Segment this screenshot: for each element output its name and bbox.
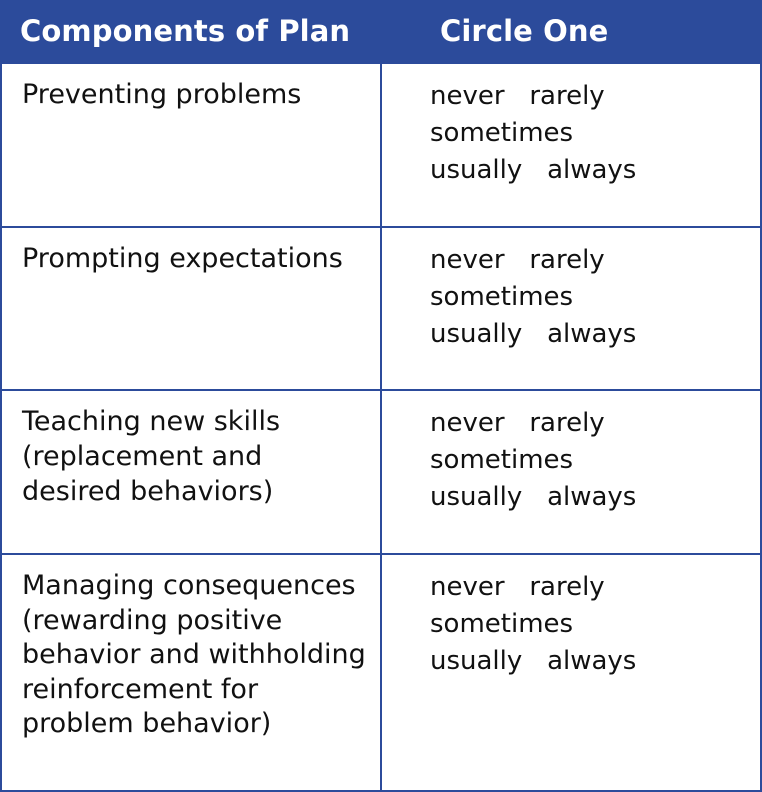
header-components-of-plan: Components of Plan bbox=[1, 1, 381, 63]
rating-option-line[interactable]: usually always bbox=[430, 318, 637, 349]
rating-option-line[interactable]: usually always bbox=[430, 154, 637, 185]
rating-scale-cell[interactable] bbox=[381, 390, 761, 554]
component-line: Prompting expectations bbox=[22, 242, 343, 274]
header-row bbox=[1, 1, 761, 63]
component-line: behavior and withholding bbox=[22, 639, 366, 671]
component-cell bbox=[1, 554, 381, 791]
rating-option-line[interactable]: usually always bbox=[430, 645, 637, 676]
rating-option-line[interactable]: never rarely bbox=[430, 244, 605, 275]
component-line: desired behaviors) bbox=[22, 475, 274, 507]
component-line: (replacement and bbox=[22, 440, 263, 472]
component-line: problem behavior) bbox=[22, 708, 272, 740]
table-body bbox=[1, 63, 761, 791]
component-cell bbox=[1, 390, 381, 554]
table-row bbox=[1, 390, 761, 554]
rating-option-line[interactable]: never rarely bbox=[430, 572, 605, 603]
rating-option-line[interactable]: usually always bbox=[430, 482, 637, 513]
table-row bbox=[1, 227, 761, 391]
component-line: reinforcement for bbox=[22, 673, 259, 705]
rating-option-line[interactable]: sometimes bbox=[430, 281, 574, 312]
rating-scale-cell[interactable] bbox=[381, 63, 761, 227]
rating-option-line[interactable]: never rarely bbox=[430, 81, 605, 111]
component-line: (rewarding positive bbox=[22, 604, 283, 636]
rating-scale-cell[interactable] bbox=[381, 554, 761, 791]
table-row bbox=[1, 554, 761, 791]
component-cell bbox=[1, 63, 381, 227]
component-line: Teaching new skills bbox=[22, 406, 281, 438]
table-row bbox=[1, 63, 761, 227]
component-line: Preventing problems bbox=[22, 79, 302, 110]
rating-scale-cell[interactable] bbox=[381, 227, 761, 391]
rating-option-line[interactable]: sometimes bbox=[430, 445, 574, 476]
table-header bbox=[1, 1, 761, 63]
rating-option-line[interactable]: sometimes bbox=[430, 117, 574, 148]
header-circle-one: Circle One bbox=[381, 1, 761, 63]
rating-option-line[interactable]: sometimes bbox=[430, 609, 574, 640]
component-line: Managing consequences bbox=[22, 570, 356, 602]
rating-option-line[interactable]: never rarely bbox=[430, 408, 605, 439]
component-cell bbox=[1, 227, 381, 391]
